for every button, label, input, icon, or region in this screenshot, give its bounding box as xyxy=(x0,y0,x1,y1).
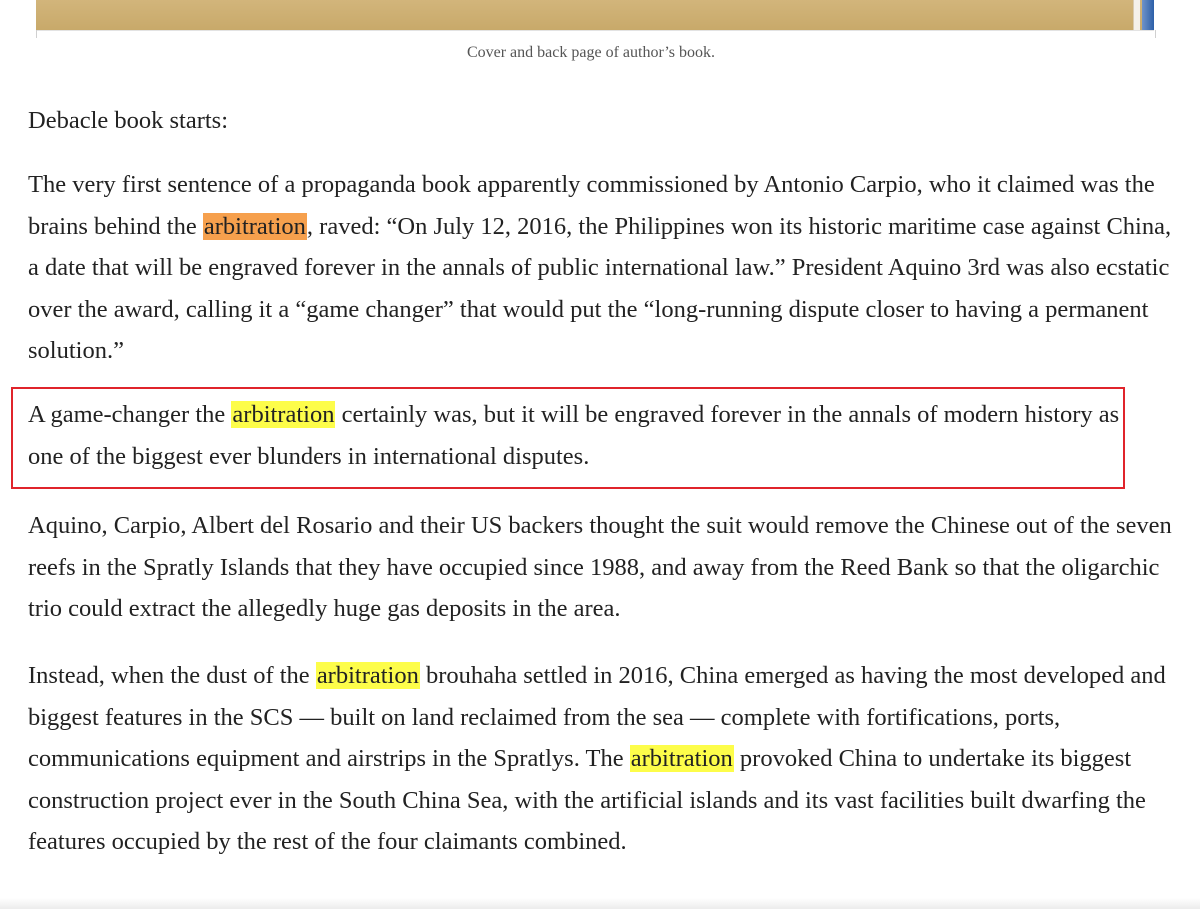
highlight-arbitration: arbitration xyxy=(316,662,419,689)
paragraph-1-text-a: The very first sentence of a propaganda book apparently commissioned by Antonio Carpio, who it claimed was the brains behind the xyxy=(28,171,1155,240)
bottom-fade xyxy=(0,898,1200,909)
paragraph-2-text-a: A game-changer the xyxy=(28,401,232,428)
book-page-edge xyxy=(1133,0,1140,30)
paragraph-3 xyxy=(28,505,1188,630)
highlight-arbitration: arbitration xyxy=(630,745,733,772)
highlight-arbitration-orange: arbitration xyxy=(203,212,306,240)
annotation-box xyxy=(11,387,1125,489)
paragraph-4-text-a: Instead, when the dust of the xyxy=(28,662,316,689)
figure-caption: Cover and back page of author’s book. xyxy=(466,44,716,61)
paragraph-1 xyxy=(28,164,1178,372)
paragraph-1-text-b: , raved: “On July 12, 2016, the Philippines won its historic maritime case against China, a date that will be engraved forever in the annals of public international law.” President Aquino 3rd was also ecstatic over the award, calling it a “game changer” that would put the “long-running dispute closer to having a permanent solution.” xyxy=(28,212,1172,364)
highlight-arbitration: arbitration xyxy=(232,401,335,428)
figure-frame xyxy=(36,30,1156,38)
paragraph-3-text: Aquino, Carpio, Albert del Rosario and their US backers thought the suit would remove the Chinese out of the seven reefs in the Spratly Islands that they have occupied since 1988, and away from the Reed Bank so that the oligarchic trio could extract the allegedly huge gas deposits in the area. xyxy=(28,512,1172,622)
paragraph-4-text-c: provoked China to undertake its biggest construction project ever in the South China Sea, with the artificial islands and its vast facilities built dwarfing the features occupied by the rest of the four claimants combined. xyxy=(28,745,1146,855)
book-cover-image xyxy=(36,0,1154,31)
paragraph-4 xyxy=(28,655,1178,863)
paragraph-4-text-b: brouhaha settled in 2016, China emerged as having the most developed and biggest features in the SCS — built on land reclaimed from the sea — complete with fortifications, ports, communications equipment and airstrips in the Spratlys. The xyxy=(28,662,1166,772)
paragraph-intro: Debacle book starts: xyxy=(28,107,229,134)
paragraph-2-text-b: certainly was, but it will be engraved forever in the annals of modern history as one of the biggest ever blunders in international disputes. xyxy=(28,401,1120,470)
book-cover-blue-edge xyxy=(1142,0,1154,30)
